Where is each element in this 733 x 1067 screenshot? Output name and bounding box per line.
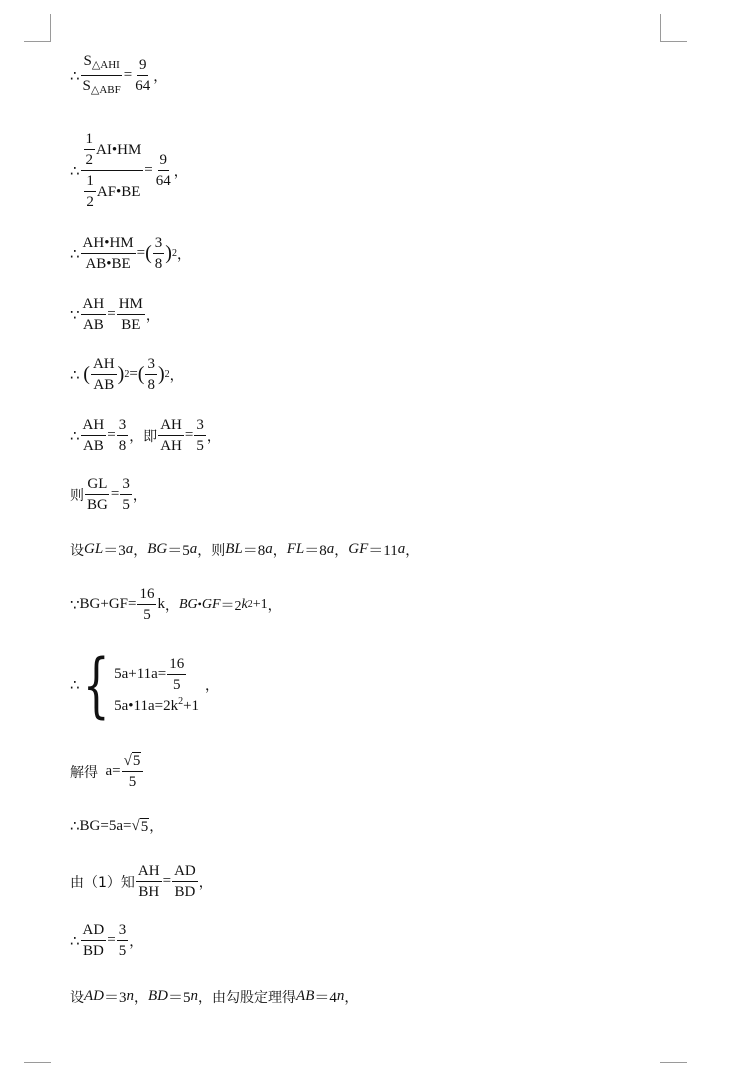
- math-line-9: ∵ BG+GF= $\frac{16}{5}$ k ， BG • GF ＝2 k 2 +1 ，: [70, 586, 282, 623]
- fraction-9-64: $\frac{9}{64}$: [135, 57, 151, 94]
- math-line-14: ∴ $\frac{AD}{BD}$ = $\frac{3}{5}$ ，: [70, 922, 144, 959]
- sqrt-symbol: √ 5: [123, 753, 141, 769]
- corner-mark-top-left-v: [50, 14, 51, 42]
- corner-mark-bottom-right-h: [660, 1062, 687, 1063]
- corner-mark-top-right-v: [660, 14, 661, 42]
- math-line-6: ∴ $\frac{AH}{AB}$ = $\frac{3}{8}$ ，即 $\frac{AH}{AH}$ = $\frac{3}{5}$ ，: [70, 417, 221, 454]
- math-line-13: 由（1）知 $\frac{AH}{BH}$ = $\frac{AD}{BD}$ ，: [70, 863, 213, 900]
- fraction-product: $\frac{AH•HM}{AB•BE}$: [82, 235, 134, 272]
- corner-mark-top-left-h: [24, 41, 51, 42]
- fraction-3-8: $\frac{3}{8}$: [154, 235, 163, 272]
- math-line-5: ∴ ( $\frac{AH}{AB}$ ) 2 = ( $\frac{3}{8}$ ) 2 ，: [70, 356, 184, 393]
- corner-mark-bottom-left-h: [24, 1062, 51, 1063]
- math-line-10-system: ∴ { 5a+11a= $\frac{16}{5}$ $5a•11a=2k^2+1$ ，: [70, 644, 220, 726]
- math-line-11: 解得 a= √ 5 5: [70, 752, 144, 791]
- fraction-9-64: $\frac{9}{64}$: [155, 152, 171, 189]
- math-line-4: ∵ $\frac{AH}{AB}$ = $\frac{HM}{BE}$ ，: [70, 296, 160, 333]
- math-line-7: 则 $\frac{GL}{BG}$ = $\frac{3}{5}$ ，: [70, 476, 147, 513]
- math-line-3: ∴ $\frac{AH•HM}{AB•BE}$ = ( $\frac{3}{8}$ ) 2 ，: [70, 235, 191, 272]
- math-line-15: 设 AD ＝3 n ， BD ＝5 n ，由勾股定理得 AB ＝4 n ，: [70, 988, 359, 1006]
- left-brace: {: [82, 644, 110, 726]
- math-line-8: 设 GL ＝3 a ， BG ＝5 a ，则 BL ＝8 a ， FL ＝8 a ， GF ＝11 a ，: [70, 541, 420, 559]
- equation-system: { 5a+11a= $\frac{16}{5}$ $5a•11a=2k^2+1$: [82, 644, 200, 726]
- fraction-half-area: $\frac{1}{2}$ AI•HM $\frac{1}{2}$ AF•BE: [81, 130, 144, 211]
- corner-mark-top-right-h: [660, 41, 687, 42]
- sqrt-symbol: √ 5: [131, 817, 149, 835]
- math-line-1: ∴ $\frac{S_{\triangle AHI}}{S_{\triangle ABF}}$ = $\frac{9}{64}$ ，: [70, 52, 167, 99]
- math-line-12: ∴ BG=5a= √ 5 ，: [70, 817, 164, 835]
- math-line-2: ∴ $\frac{1}{2}$ AI•HM $\frac{1}{2}$ AF•BE = $\frac{9}{64}$ ，: [70, 131, 188, 210]
- fraction-area-ratio: $\frac{S_{\triangle AHI}}{S_{\triangle ABF}}$: [82, 53, 121, 96]
